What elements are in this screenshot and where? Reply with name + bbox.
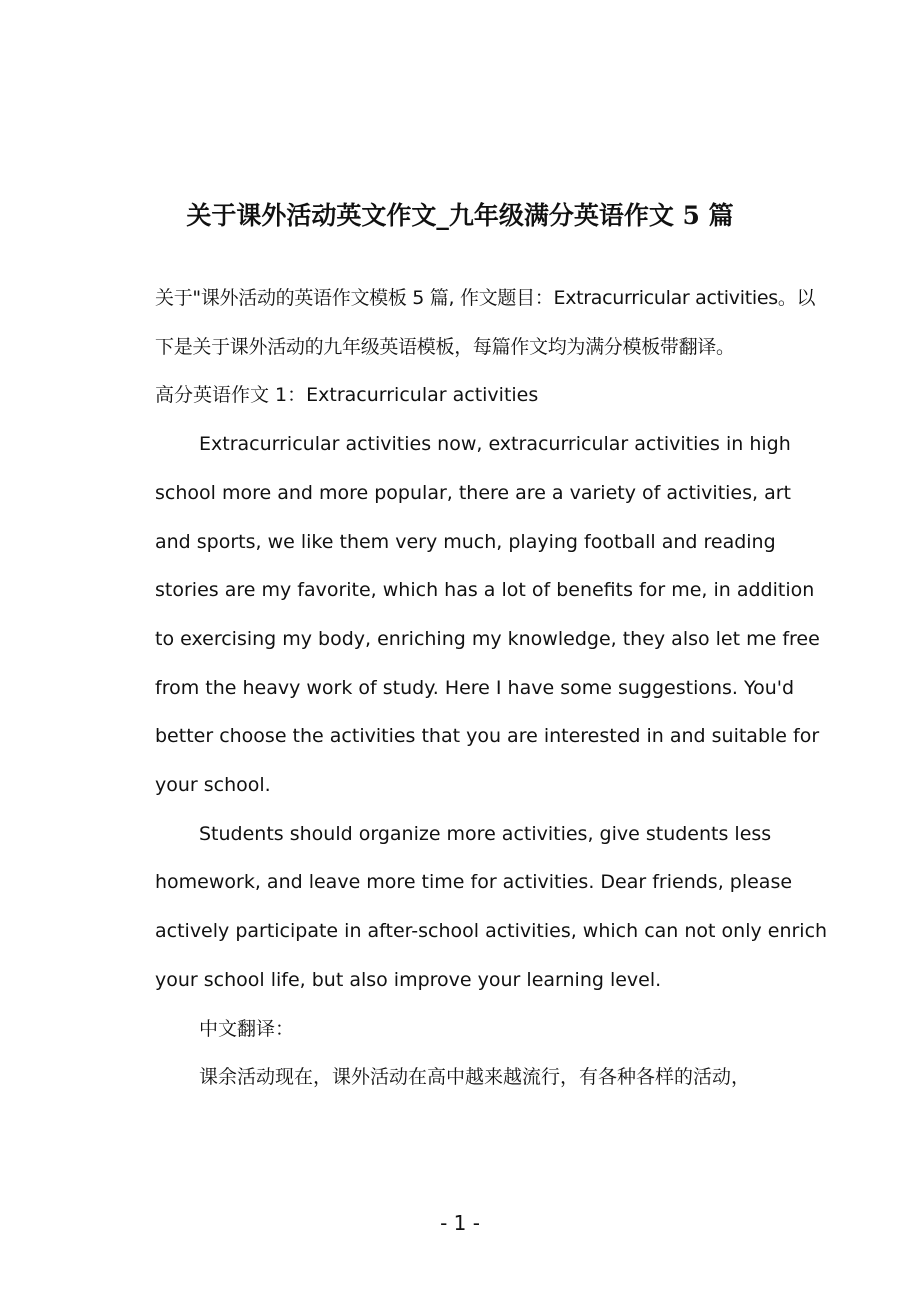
essay-heading: 高分英语作文 1：Extracurricular activities [155,384,539,407]
document-body [155,274,830,1102]
intro-paragraph: 关于"课外活动的英语作文模板 5 篇, 作文题目：Extracurricular activities。以下是关于课外活动的九年级英语模板，每篇作文均为满分模板带翻译。 [155,287,816,358]
essay-paragraph-2: Students should organize more activities, give students less homework, and leave more time for activities. Dear friends, please actively participate in after-school activities, which can not only enrich your school life, but also improve your learning level. [155,822,828,991]
document-title: 关于课外活动英文作文_九年级满分英语作文 5 篇 [186,201,734,230]
translation-label: 中文翻译： [199,1017,295,1040]
essay-paragraph-1: Extracurricular activities now, extracurricular activities in high school more and more popular, there are a variety of activities, art and sports, we like them very much, playing football and reading stories are my favorite, which has a lot of benefits for me, in addition to exercising my body, enriching my knowledge, they also let me free from the heavy work of study. Here I have some suggestions. You'd better choose the activities that you are interested in and suitable for your school. [155,433,820,797]
page-number: - 1 - [440,1211,480,1235]
translation-paragraph: 课余活动现在，课外活动在高中越来越流行，有各种各样的活动， [199,1066,751,1089]
